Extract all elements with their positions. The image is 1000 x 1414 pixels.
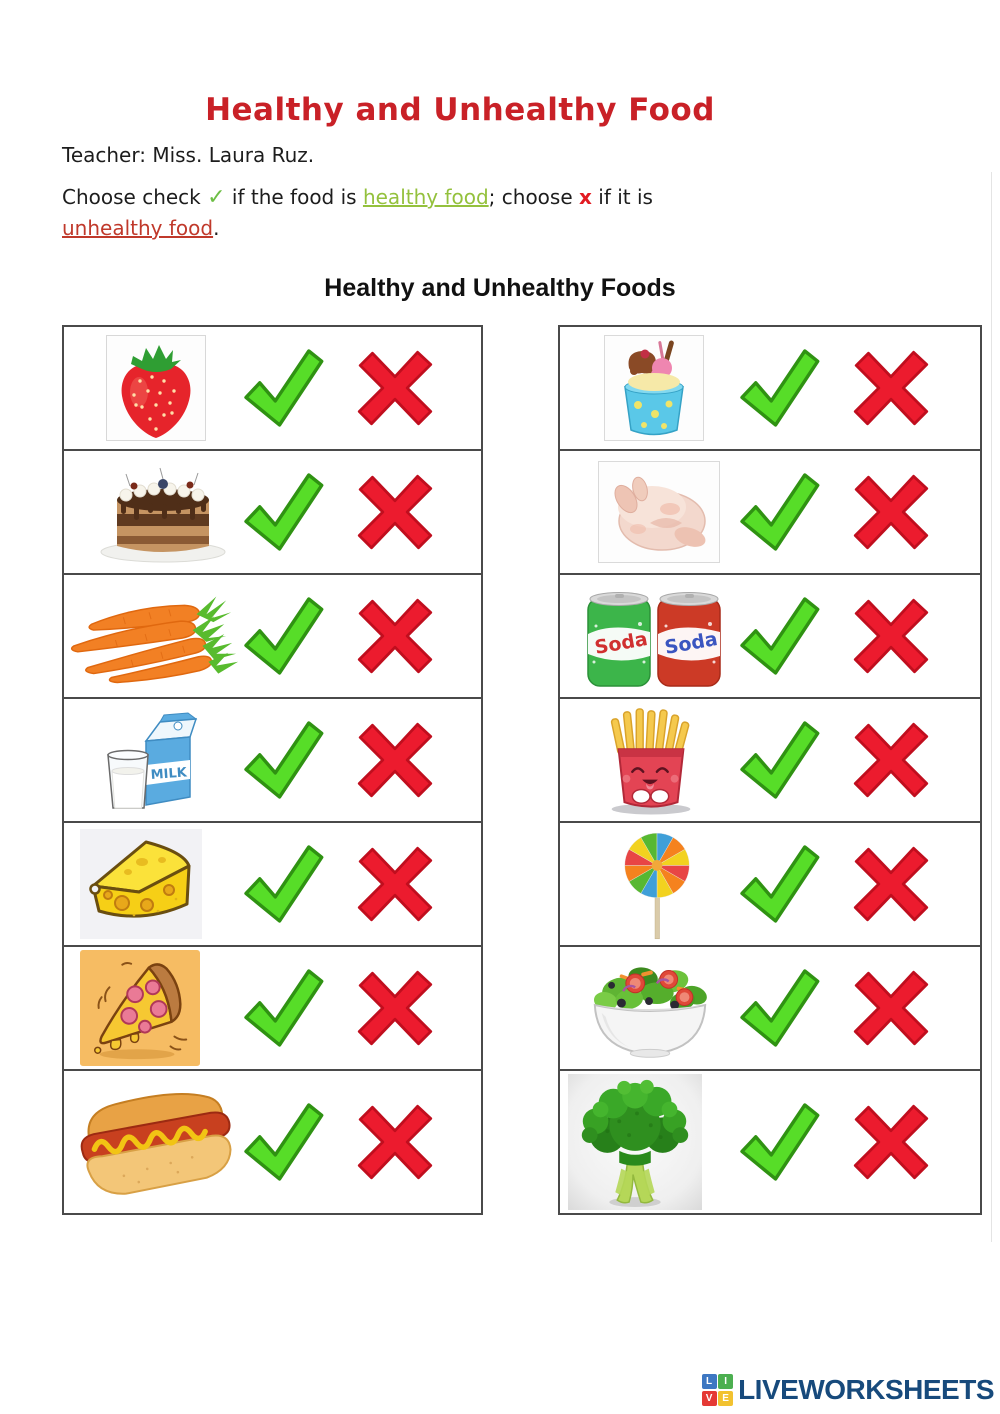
table-row — [560, 1071, 980, 1213]
instruction-part-3: ; choose — [488, 185, 579, 209]
broccoli-image — [568, 1073, 702, 1211]
table-row — [64, 823, 481, 947]
check-button[interactable] — [736, 469, 822, 555]
hot-dog-image — [68, 1082, 238, 1202]
x-symbol: x — [579, 185, 592, 209]
svg-text:Soda: Soda — [593, 628, 650, 659]
page-edge-artifact — [991, 172, 992, 1242]
logo-text[interactable]: LIVEWORKSHEETS — [738, 1374, 994, 1405]
cross-button[interactable] — [844, 713, 938, 807]
svg-text:Soda: Soda — [663, 628, 720, 659]
check-button[interactable] — [240, 717, 326, 803]
french-fries-image — [596, 704, 706, 816]
check-button[interactable] — [736, 841, 822, 927]
check-button[interactable] — [736, 1099, 822, 1185]
cross-button[interactable] — [348, 589, 442, 683]
table-row — [560, 327, 980, 451]
cross-button[interactable] — [844, 465, 938, 559]
check-mark-icon: ✓ — [207, 185, 226, 210]
table-row — [560, 451, 980, 575]
liveworksheets-logo-icon — [702, 1374, 734, 1406]
soda-cans-image — [582, 582, 726, 690]
check-button[interactable] — [736, 345, 822, 431]
logo-square-i: I — [718, 1374, 733, 1389]
food-table-right — [558, 325, 982, 1215]
cross-button[interactable] — [348, 341, 442, 435]
table-row — [560, 947, 980, 1071]
section-title: Healthy and Unhealthy Foods — [324, 274, 676, 302]
check-button[interactable] — [240, 469, 326, 555]
cross-button[interactable] — [348, 1095, 442, 1189]
logo-square-e: E — [718, 1391, 733, 1406]
check-button[interactable] — [240, 965, 326, 1051]
cheese-image — [80, 829, 202, 939]
strawberry-image — [106, 335, 206, 441]
cross-button[interactable] — [348, 465, 442, 559]
cross-button[interactable] — [844, 1095, 938, 1189]
cross-button[interactable] — [844, 341, 938, 435]
cross-button[interactable] — [844, 589, 938, 683]
instruction-part-2: if the food is — [225, 185, 363, 209]
lollipop-image — [614, 828, 702, 940]
check-button[interactable] — [240, 593, 326, 679]
cross-button[interactable] — [844, 837, 938, 931]
salad-image — [582, 955, 718, 1061]
instruction-part-1: Choose check — [62, 185, 208, 209]
table-row — [560, 823, 980, 947]
table-row — [64, 947, 481, 1071]
instruction-part-4: if it is — [591, 185, 653, 209]
check-button[interactable] — [736, 717, 822, 803]
check-button[interactable] — [736, 965, 822, 1051]
table-row — [64, 327, 481, 451]
teacher-line: Teacher: Miss. Laura Ruz. — [62, 143, 315, 167]
instruction-period: . — [213, 216, 220, 240]
cross-button[interactable] — [844, 961, 938, 1055]
logo-square-l: L — [702, 1374, 717, 1389]
milk-image — [96, 709, 208, 811]
check-button[interactable] — [240, 1099, 326, 1185]
table-row — [560, 575, 980, 699]
healthy-food-link[interactable]: healthy food — [362, 185, 489, 209]
check-button[interactable] — [240, 345, 326, 431]
cross-button[interactable] — [348, 961, 442, 1055]
worksheet-title: Healthy and Unhealthy Food — [205, 92, 715, 128]
cross-button[interactable] — [348, 713, 442, 807]
table-row — [64, 699, 481, 823]
table-row — [64, 1071, 481, 1213]
chocolate-cake-image — [90, 460, 236, 564]
cross-button[interactable] — [348, 837, 442, 931]
carrots-image — [66, 586, 244, 686]
logo-square-v: V — [702, 1391, 717, 1406]
ice-cream-image — [604, 335, 704, 441]
instruction-text — [62, 182, 762, 244]
check-button[interactable] — [240, 841, 326, 927]
unhealthy-food-link[interactable]: unhealthy food — [62, 216, 214, 240]
svg-text:MILK: MILK — [150, 765, 188, 783]
table-row — [560, 699, 980, 823]
table-row — [64, 575, 481, 699]
table-row — [64, 451, 481, 575]
check-button[interactable] — [736, 593, 822, 679]
raw-chicken-image — [598, 461, 720, 563]
pizza-image — [80, 949, 200, 1067]
food-table-left — [62, 325, 483, 1215]
footer — [0, 1374, 994, 1406]
